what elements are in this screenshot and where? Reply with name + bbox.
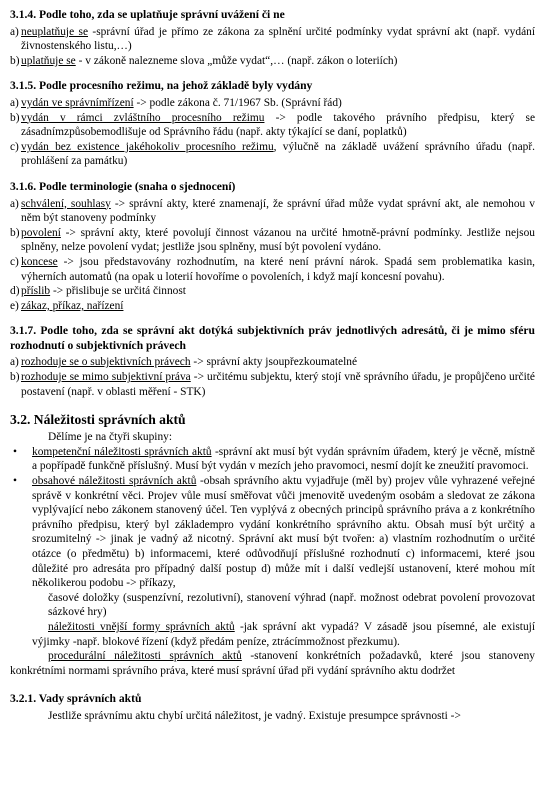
bullet-marker: • — [13, 445, 17, 458]
bullet-term: obsahové náležitosti správních aktů — [32, 475, 197, 488]
bullet-item — [10, 445, 535, 474]
section-heading-3-1-7: 3.1.7. Podle toho, zda se správní akt dotýká subjektivních práv jednotlivých adresátů, či je mimo sféru rozhodnutí o subjektivních právech — [10, 324, 535, 352]
section-heading-3-1-5: 3.1.5. Podle procesního režimu, na jehož základě byly vydány — [10, 79, 313, 93]
list-text: -> podle zákona č. 71/1967 Sb. (Správní řád) — [133, 96, 342, 109]
list-term: uplatňuje se — [21, 54, 76, 67]
continuation-paragraph: časové doložky (suspenzívní, rezolutivní), stanovení výhrad (např. možnost odebrat povolení provozovat sázkové hry) — [48, 591, 535, 619]
list-text: -správní úřad je přímo ze zákona za splnění určité podmínky vydat správní akt (např. vydání živnostenského listu,…) — [21, 25, 535, 53]
bullet-text: -obsah správního aktu vyjadřuje (měl by) projev vůle vyhrazené veřejné správě v konkrétní věci. Projev vůle musí směřovat vůči jmenovitě uvedeným osobám a sledovat ze zákona vyplývající nebo zákonem stanovený účel. Ten vyplývá z obecných principů správního práva a z konkrétního právního předpisu, který byl základempro vydání konkrétního správního aktu. Obsah musí být určitý a srozumitelný -> jinak je vadný až nicotný. Správní akt musí být tvořen: a) vlastním rozhodnutím o určité otázce (o předmětu) b) informacemi, které odůvodňují příslušné rozhodnutí c) informacemi, které jsou důležité pro adresáta pro případný další postup d) může mít i další vedlejší ustanovení, které mohou mít několikerou podobu -> příkazy, — [32, 475, 535, 590]
list-term: vydán bez existence jakéhokoliv procesního režimu — [21, 140, 274, 153]
section-heading-3-2: 3.2. Náležitosti správních aktů — [10, 412, 186, 428]
list-marker: b) — [10, 226, 20, 239]
list-marker: b) — [10, 54, 20, 67]
procedural-term: procedurální náležitosti správních aktů — [48, 650, 242, 663]
list-marker: e) — [10, 299, 19, 312]
list-item — [10, 54, 535, 69]
list-item — [10, 25, 535, 54]
section-text: Jestliže správnímu aktu chybí určitá náležitost, je vadný. Existuje presumpce správnosti -> — [48, 709, 461, 722]
list-text: -> správní akty, které povolují činnost vázanou na určité hmotně-právní podmínky. Jestliže nejsou splněny, nelze povolení vydat; jestliže jsou splněny, musí být povolení vydáno. — [21, 226, 535, 254]
list-text: , výlučně na základě uvážení správního úřadu (např. prohlášení za památku) — [21, 140, 535, 168]
procedural-text: -stanovení konkrétních požadavků, které jsou stanoveny konkrétními normami správního práva, které musí správní úřad při vydání správního aktu dodržet — [10, 650, 535, 677]
list-item — [10, 111, 535, 140]
list-item — [10, 96, 535, 111]
list-item — [10, 226, 535, 255]
list-term: schválení, souhlasy — [21, 197, 111, 210]
list-marker: a) — [10, 96, 19, 109]
section-heading-3-2-1: 3.2.1. Vady správních aktů — [10, 692, 142, 706]
bullet-term: kompetenční náležitosti správních aktů — [32, 445, 212, 458]
list-item — [10, 197, 535, 226]
list-term: příslib — [21, 285, 51, 298]
list-text: -> správní akty jsoupřezkoumatelné — [190, 356, 358, 369]
list-term: povolení — [21, 226, 61, 239]
list-text: -> správní akty, které znamenají, že správní úřad může vydat správní akt, ale nemohou v něm být stanoveny podmínky — [21, 197, 536, 225]
bullet-text: -správní akt musí být vydán správním úřadem, který je věcně, místně a popřípadě funkčně příslušný. Musí být vydán v mezích jeho pravomoci, nesmí dojít ke zneužití pravomoci. — [32, 445, 535, 473]
list-item — [10, 370, 535, 399]
list-term: vydán v rámci zvláštního procesního režimu — [21, 111, 265, 124]
section-intro: Dělíme je na čtyři skupiny: — [48, 431, 173, 444]
list-item — [10, 355, 535, 370]
list-term: rozhoduje se o subjektivních právech — [21, 356, 191, 369]
list-text: -> jsou představovány rozhodnutím, na které není právní nárok. Spadá sem problematika kasin, výherních automatů (na opak u loterií hovoříme o povoleních, i když mají koncesní povahu). — [21, 255, 535, 283]
list-term: vydán ve správnímřízení — [21, 96, 134, 109]
list-item — [10, 284, 535, 299]
section-heading-3-1-6: 3.1.6. Podle terminologie (snaha o sjednocení) — [10, 179, 236, 193]
list-marker: c) — [10, 255, 19, 268]
list-text: -> podle takového právního předpisu, který se zásadnímzpůsobemodlišuje od Správního řádu (např. akty týkající se daní, poplatků) — [21, 111, 536, 139]
list-term: neuplatňuje se — [21, 25, 89, 38]
bullet-marker: • — [13, 475, 17, 488]
list-marker: a) — [10, 197, 19, 210]
procedural-requirements-paragraph — [10, 649, 535, 678]
list-marker: c) — [10, 140, 19, 153]
list-text: -> přislibuje se určitá činnost — [50, 285, 186, 298]
section-heading-3-1-4: 3.1.4. Podle toho, zda se uplatňuje správní uvážení či ne — [10, 8, 285, 21]
list-marker: a) — [10, 356, 19, 369]
list-marker: b) — [10, 371, 20, 384]
formal-requirements-paragraph — [10, 620, 535, 649]
list-item — [10, 299, 535, 314]
list-marker: d) — [10, 285, 20, 298]
list-item — [10, 140, 535, 169]
list-term: koncese — [21, 255, 58, 268]
list-term: rozhoduje se mimo subjektivní práva — [21, 371, 191, 384]
list-term: zákaz, příkaz, nařízení — [21, 299, 124, 312]
formal-term: náležitosti vnější formy správních aktů — [48, 620, 235, 633]
list-marker: a) — [10, 25, 19, 38]
list-marker: b) — [10, 111, 20, 124]
list-text: -> určitému subjektu, který stojí vně správního úřadu, je propůjčeno určité postavení (např. v oblasti měření - STK) — [21, 371, 535, 398]
list-item — [10, 255, 535, 284]
formal-text: -jak správní akt vypadá? V zásadě jsou písemné, ale existují výjimky -např. blokové řízení (když předám peníze, ztrácímmožnost přezkumu). — [32, 620, 535, 648]
bullet-item — [10, 474, 535, 591]
list-text: - v zákoně nalezneme slova „může vydat“,… (např. zákon o loteriích) — [75, 54, 398, 67]
